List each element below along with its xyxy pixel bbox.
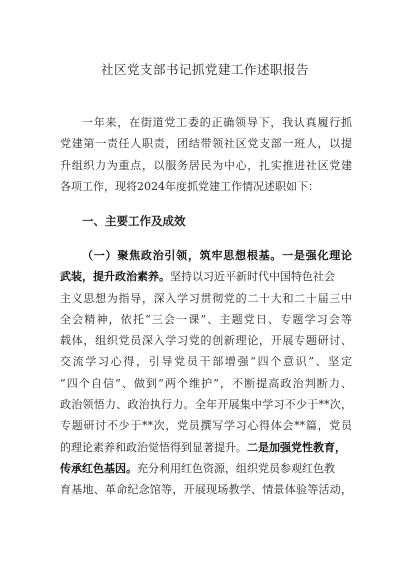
- intro-line: 党建第一责任人职责，团结带领社区党支部一班人，以提: [60, 137, 352, 151]
- body-line: [60, 437, 352, 458]
- body-line: 主义思想为指导，深入学习贯彻党的二十大和二十届三中: [60, 291, 352, 305]
- body-line: 交流学习心得，引导党员干部增强“四个意识”、坚定: [60, 355, 352, 369]
- body-line: [60, 245, 352, 266]
- body-line: 政治领悟力、政治执行力。全年开展集中学习不少于**次，: [60, 398, 352, 412]
- body-line: 专题研讨不少于**次，党员撰写学习心得体会**篇，党员: [60, 419, 352, 433]
- body-line: 载体，组织党员深入学习党的创新理论，开展专题研讨、: [60, 334, 352, 348]
- document-title: 社区党支部书记抓党建工作述职报告: [100, 62, 309, 77]
- body-line: 全会精神，依托“三会一课”、主题党日、专题学习会等: [60, 312, 352, 326]
- body-text: 的理论素养和政治觉悟得到显著提升。: [60, 440, 247, 454]
- body-line: 育基地、革命纪念馆等，开展现场教学、情景体验等活动，: [60, 483, 352, 497]
- body-text: 坚持以习近平新时代中国特色社会: [170, 270, 335, 284]
- intro-paragraph: [60, 112, 352, 197]
- section-heading: 一、主要工作及成效: [82, 214, 186, 228]
- emphasis-text: （一）聚焦政治引领，筑牢思想根基。一是强化理论: [82, 249, 352, 262]
- emphasis-text: 传承红色基因。: [60, 461, 137, 475]
- body-line: [60, 266, 352, 287]
- body-paragraph: [60, 245, 352, 501]
- intro-line: 一年来，在街道党工委的正确领导下，我认真履行抓: [82, 116, 352, 129]
- intro-line: 各项工作，现将2024年度抓党建工作情况述职如下：: [60, 179, 319, 193]
- body-line: [60, 458, 352, 479]
- body-text: 充分利用红色资源，组织党员参观红色教: [137, 461, 335, 475]
- intro-line: 升组织力为重点，以服务居民为中心，扎实推进社区党建: [60, 158, 352, 172]
- emphasis-text: 二是加强党性教育，: [247, 440, 346, 454]
- body-line: “四个自信”、做到“两个维护”，不断提高政治判断力、: [60, 376, 352, 390]
- emphasis-text: 武装，提升政治素养。: [60, 270, 170, 284]
